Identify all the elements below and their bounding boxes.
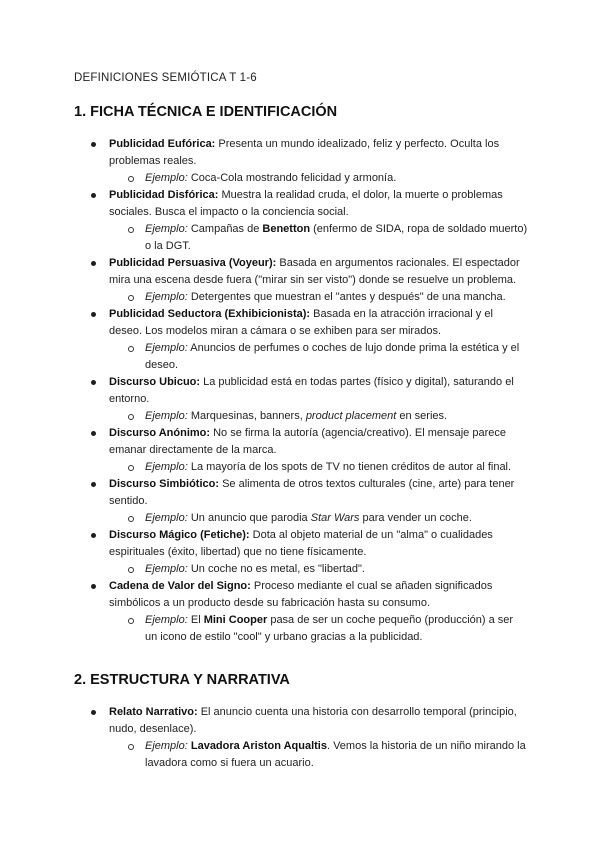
circle-bullet-icon bbox=[128, 516, 134, 522]
list-item bbox=[88, 425, 528, 476]
circle-bullet-icon bbox=[128, 346, 134, 352]
example-text-after: (enfermo de SIDA, ropa de soldado muerto) o la DGT. bbox=[145, 223, 528, 252]
item-term: Discurso Ubicuo: bbox=[109, 376, 201, 388]
circle-bullet-icon bbox=[128, 414, 134, 420]
item-term: Discurso Mágico (Fetiche): bbox=[109, 529, 250, 541]
example-label: Ejemplo: bbox=[145, 512, 188, 524]
list-item bbox=[88, 306, 528, 374]
document-title: DEFINICIONES SEMIÓTICA T 1-6 bbox=[74, 72, 257, 84]
item-text bbox=[109, 704, 528, 738]
bullet-icon bbox=[91, 142, 96, 147]
example-italic-term: Star Wars bbox=[310, 512, 360, 524]
list-item bbox=[88, 476, 528, 527]
section-2-list bbox=[88, 704, 528, 772]
section-heading-ficha-tecnica: 1. FICHA TÉCNICA E IDENTIFICACIÓN bbox=[74, 104, 338, 120]
item-text bbox=[109, 187, 528, 221]
item-term: Relato Narrativo: bbox=[109, 706, 198, 718]
item-description: Basada en argumentos racionales. El espectador mira una escena desde fuera ("mirar sin ser visto") donde se resuelve un problema. bbox=[109, 257, 520, 286]
example-line bbox=[109, 170, 528, 187]
example-text-after: para vender un coche. bbox=[359, 512, 472, 524]
item-description: Muestra la realidad cruda, el dolor, la muerte o problemas sociales. Busca el impacto o la conciencia social. bbox=[109, 189, 503, 218]
circle-bullet-icon bbox=[128, 567, 134, 573]
example-label: Ejemplo: bbox=[145, 291, 188, 303]
item-term: Publicidad Eufórica: bbox=[109, 138, 216, 150]
item-text bbox=[109, 476, 528, 510]
example-line bbox=[109, 510, 528, 527]
bullet-icon bbox=[91, 312, 96, 317]
list-item bbox=[88, 374, 528, 425]
example-text: Un coche no es metal, es "libertad". bbox=[187, 563, 365, 575]
item-description: La publicidad está en todas partes (físico y digital), saturando el entorno. bbox=[109, 376, 514, 405]
example-label: Ejemplo: bbox=[145, 410, 188, 422]
example-text-before: Campañas de bbox=[187, 223, 263, 235]
list-item bbox=[88, 136, 528, 187]
example-text-after: en series. bbox=[396, 410, 448, 422]
circle-bullet-icon bbox=[128, 176, 134, 182]
example-brand: Lavadora Ariston Aqualtis bbox=[190, 740, 327, 752]
example-text: Detergentes que muestran el "antes y después" de una mancha. bbox=[187, 291, 506, 303]
item-text bbox=[109, 527, 528, 561]
item-description: Basada en la atracción irracional y el deseo. Los modelos miran a cámara o se exhiben para ser mirados. bbox=[109, 308, 493, 337]
list-item bbox=[88, 255, 528, 306]
bullet-icon bbox=[91, 193, 96, 198]
example-brand: Benetton bbox=[262, 223, 311, 235]
list-item bbox=[88, 704, 528, 772]
example-line bbox=[109, 561, 528, 578]
item-text bbox=[109, 136, 528, 170]
example-label: Ejemplo: bbox=[145, 614, 188, 626]
example-line bbox=[109, 221, 528, 255]
example-label: Ejemplo: bbox=[145, 342, 188, 354]
item-description: Dota al objeto material de un "alma" o cualidades espirituales (éxito, libertad) que no tiene físicamente. bbox=[109, 529, 493, 558]
example-line bbox=[109, 408, 528, 425]
example-text-after: . Vemos la historia de un niño mirando la lavadora como si fuera un acuario. bbox=[145, 740, 526, 769]
example-text: La mayoría de los spots de TV no tienen créditos de autor al final. bbox=[187, 461, 512, 473]
circle-bullet-icon bbox=[128, 618, 134, 624]
example-line bbox=[109, 738, 528, 772]
example-text: Coca-Cola mostrando felicidad y armonía. bbox=[187, 172, 397, 184]
example-line bbox=[109, 340, 528, 374]
example-label: Ejemplo: bbox=[145, 563, 188, 575]
item-term: Discurso Simbiótico: bbox=[109, 478, 220, 490]
item-description: Proceso mediante el cual se añaden significados simbólicos a un producto desde su fabricación hasta su consumo. bbox=[109, 580, 493, 609]
item-description: Se alimenta de otros textos culturales (cine, arte) para tener sentido. bbox=[109, 478, 515, 507]
item-term: Publicidad Persuasiva (Voyeur): bbox=[109, 257, 277, 269]
circle-bullet-icon bbox=[128, 465, 134, 471]
bullet-icon bbox=[91, 431, 96, 436]
bullet-icon bbox=[91, 261, 96, 266]
item-term: Cadena de Valor del Signo: bbox=[109, 580, 251, 592]
section-heading-estructura-narrativa: 2. ESTRUCTURA Y NARRATIVA bbox=[74, 672, 290, 688]
item-description: El anuncio cuenta una historia con desarrollo temporal (principio, nudo, desenlace). bbox=[109, 706, 517, 735]
bullet-icon bbox=[91, 584, 96, 589]
example-line bbox=[109, 289, 528, 306]
item-description: Presenta un mundo idealizado, feliz y perfecto. Oculta los problemas reales. bbox=[109, 138, 500, 167]
item-text bbox=[109, 578, 528, 612]
list-item bbox=[88, 578, 528, 646]
item-text bbox=[109, 306, 528, 340]
circle-bullet-icon bbox=[128, 227, 134, 233]
example-text: Anuncios de perfumes o coches de lujo donde prima la estética y el deseo. bbox=[145, 342, 520, 371]
list-item bbox=[88, 527, 528, 578]
example-text-before: Marquesinas, banners, bbox=[187, 410, 306, 422]
section-1-list bbox=[88, 136, 528, 646]
circle-bullet-icon bbox=[128, 744, 134, 750]
item-term: Publicidad Disfórica: bbox=[109, 189, 219, 201]
item-text bbox=[109, 255, 528, 289]
example-brand: Mini Cooper bbox=[203, 614, 268, 626]
example-line bbox=[109, 612, 528, 646]
bullet-icon bbox=[91, 533, 96, 538]
example-line bbox=[109, 459, 528, 476]
bullet-icon bbox=[91, 482, 96, 487]
item-term: Publicidad Seductora (Exhibicionista): bbox=[109, 308, 311, 320]
bullet-icon bbox=[91, 380, 96, 385]
item-text bbox=[109, 374, 528, 408]
example-text-before: Un anuncio que parodia bbox=[187, 512, 311, 524]
circle-bullet-icon bbox=[128, 295, 134, 301]
item-text bbox=[109, 425, 528, 459]
example-label: Ejemplo: bbox=[145, 740, 188, 752]
item-description: No se firma la autoría (agencia/creativo). El mensaje parece emanar directamente de la marca. bbox=[109, 427, 506, 456]
example-label: Ejemplo: bbox=[145, 223, 188, 235]
example-label: Ejemplo: bbox=[145, 172, 188, 184]
example-label: Ejemplo: bbox=[145, 461, 188, 473]
example-text-after: pasa de ser un coche pequeño (producción) a ser un icono de estilo "cool" y urbano gracias a la publicidad. bbox=[145, 614, 514, 643]
example-italic-term: product placement bbox=[305, 410, 397, 422]
example-text-before: El bbox=[187, 614, 204, 626]
list-item bbox=[88, 187, 528, 255]
bullet-icon bbox=[91, 710, 96, 715]
item-term: Discurso Anónimo: bbox=[109, 427, 211, 439]
